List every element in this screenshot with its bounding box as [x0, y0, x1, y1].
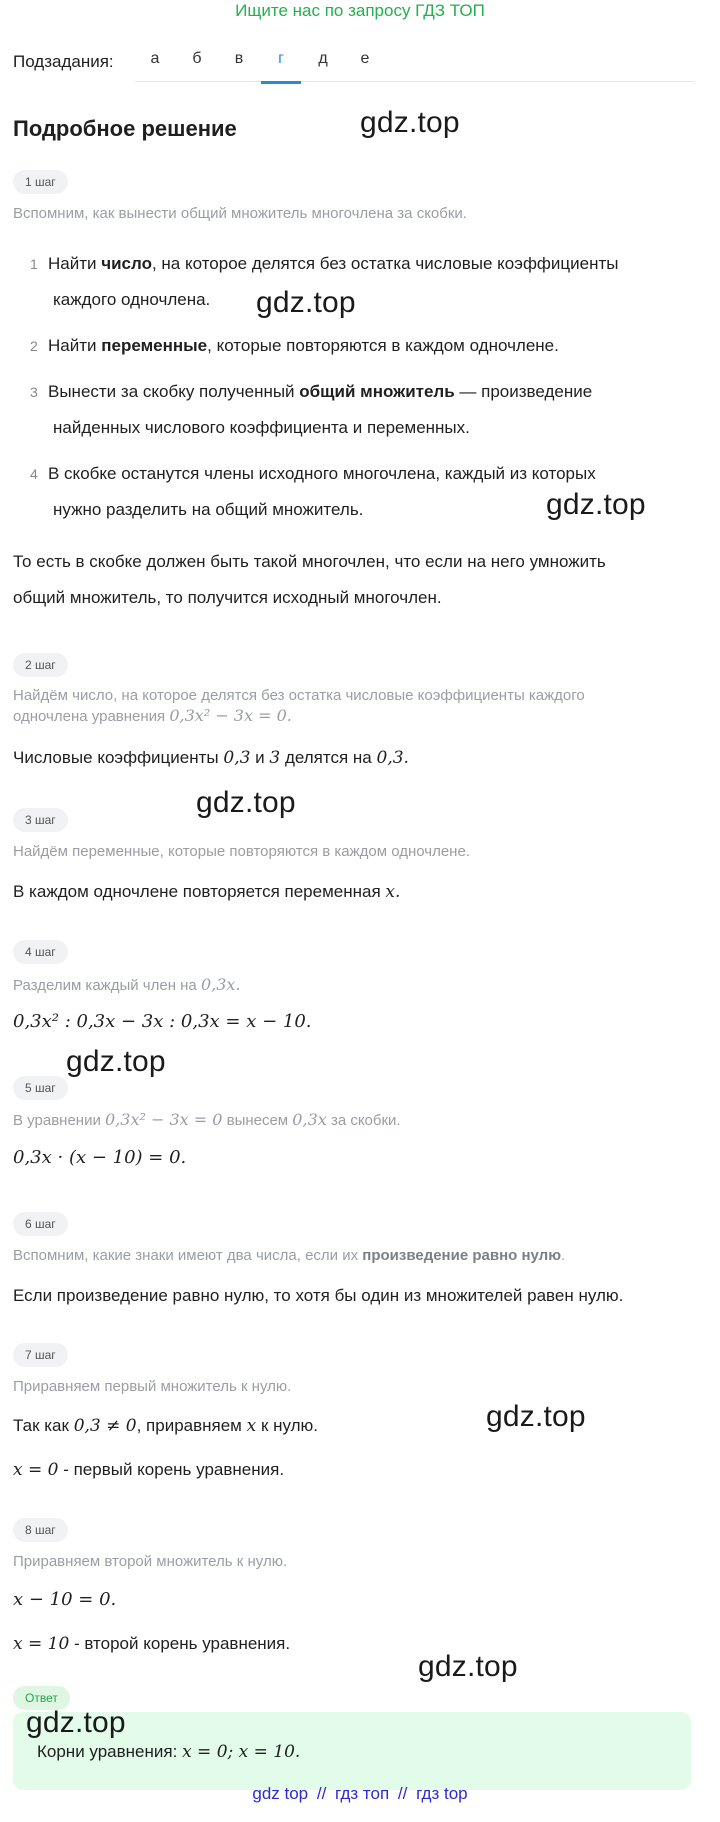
answer-text [37, 1742, 300, 1762]
math-expression: 0,3x² − 3x = 0 [105, 1110, 223, 1129]
text: , приравняем [136, 1416, 242, 1435]
tab-v[interactable]: в [234, 50, 244, 67]
footer-separator: // [316, 1784, 327, 1803]
step-4-badge: 4 шаг [13, 940, 68, 964]
list-text-part: , которые повторяются в каждом одночлене. [207, 336, 559, 355]
math-expression: x = 10 [13, 1634, 70, 1654]
list-text-part: — произведение [454, 382, 593, 401]
step-2-hint-line-2 [13, 706, 292, 727]
watermark: gdz.top [66, 1045, 166, 1078]
list-text-part: Найти [48, 336, 102, 355]
text: Числовые коэффициенты [13, 748, 219, 767]
text: Так как [13, 1416, 69, 1435]
step-3-hint: Найдём переменные, которые повторяются в каждом одночлене. [13, 843, 470, 860]
text: к нулю. [260, 1416, 319, 1435]
math-variable: x. [385, 882, 401, 902]
text: Разделим каждый член на [13, 977, 197, 994]
tab-e[interactable]: е [360, 50, 370, 67]
subtasks-nav [13, 48, 693, 82]
step-2-hint-line-1: Найдём число, на которое делятся без остатка числовые коэффициенты каждого [13, 687, 585, 704]
list-text-part: , на которое делятся без остатка числовые коэффициенты [151, 254, 619, 273]
list-text-cont: каждого одночлена. [53, 290, 211, 309]
answer-badge: Ответ [13, 1686, 70, 1710]
list-text-part: Найти [48, 254, 102, 273]
text: - второй корень уравнения. [74, 1634, 291, 1653]
footer-links [0, 1784, 720, 1804]
watermark: gdz.top [196, 786, 296, 819]
list-number: 1 [30, 256, 38, 272]
step-7-root [13, 1452, 284, 1488]
list-text-bold: общий множитель [299, 382, 455, 401]
watermark: gdz.top [360, 106, 460, 139]
step-7-body [13, 1408, 318, 1444]
watermark: gdz.top [26, 1706, 126, 1739]
step-7-badge: 7 шаг [13, 1343, 68, 1367]
watermark: gdz.top [546, 488, 646, 521]
step-8-root [13, 1626, 290, 1662]
footer-link[interactable]: гдз топ [335, 1784, 390, 1803]
step-2-hint-equation: 0,3x² − 3x = 0. [169, 706, 292, 725]
step-2-body [13, 740, 409, 776]
math-value: 3 [269, 748, 281, 768]
list-text [48, 328, 696, 364]
tab-g[interactable]: г [261, 50, 301, 84]
list-text-cont: нужно разделить на общий множитель. [53, 500, 364, 519]
step-2-hint-text: одночлена уравнения [13, 708, 166, 725]
step-8-hint: Приравняем второй множитель к нулю. [13, 1553, 288, 1570]
watermark: gdz.top [418, 1650, 518, 1683]
footer-separator: // [397, 1784, 408, 1803]
list-text [48, 374, 696, 446]
math-value: 0,3. [376, 748, 409, 768]
text: Вспомним, какие знаки имеют два числа, если их [13, 1247, 363, 1264]
text: В уравнении [13, 1112, 101, 1129]
math-value: 0,3 [223, 748, 251, 768]
step-6-body: Если произведение равно нулю, то хотя бы один из множителей равен нулю. [13, 1286, 624, 1305]
step-7-hint: Приравняем первый множитель к нулю. [13, 1378, 292, 1395]
step-3-body [13, 874, 400, 910]
step-1-summary-line-1: То есть в скобке должен быть такой многочлен, что если на него умножить [13, 552, 606, 571]
text: делятся на [284, 748, 372, 767]
math-expression: 0,3x. [200, 975, 241, 994]
step-6-badge: 6 шаг [13, 1212, 68, 1236]
step-5-equation: 0,3x · (x − 10) = 0. [13, 1147, 187, 1168]
subtask-tabs [135, 48, 695, 82]
step-4-hint [13, 975, 241, 996]
math-variable: x [246, 1416, 257, 1436]
text: В каждом одночлене повторяется переменная [13, 882, 381, 901]
list-text-bold: переменные [101, 336, 208, 355]
text: за скобки. [330, 1112, 401, 1129]
math-expression: x = 0 [13, 1460, 59, 1480]
footer-link[interactable]: gdz top [252, 1784, 309, 1803]
step-6-hint [13, 1246, 565, 1266]
step-8-equation: x − 10 = 0. [13, 1589, 117, 1610]
math-expression: 0,3 ≠ 0 [73, 1416, 137, 1436]
math-expression: x = 0; x = 10. [182, 1742, 301, 1762]
watermark: gdz.top [256, 286, 356, 319]
text: и [255, 748, 265, 767]
step-1-summary-line-2: общий множитель, то получится исходный многочлен. [13, 588, 442, 607]
bold-text: произведение равно нулю [362, 1247, 562, 1264]
math-expression: 0,3x [292, 1110, 327, 1129]
search-banner: Ищите нас по запросу ГДЗ ТОП [235, 1, 485, 20]
list-number: 3 [30, 384, 38, 400]
step-2-badge: 2 шаг [13, 653, 68, 677]
list-number: 4 [30, 466, 38, 482]
list-text-bold: число [101, 254, 152, 273]
subtasks-label: Подзадания: [13, 52, 114, 71]
list-number: 2 [30, 338, 38, 354]
watermark: gdz.top [486, 1400, 586, 1433]
page-title: Подробное решение [13, 116, 237, 141]
step-5-hint [13, 1110, 401, 1131]
text: - первый корень уравнения. [63, 1460, 285, 1479]
list-text [48, 246, 696, 318]
step-5-badge: 5 шаг [13, 1076, 68, 1100]
list-item [26, 246, 696, 318]
list-item [26, 374, 696, 446]
step-3-badge: 3 шаг [13, 808, 68, 832]
tab-b[interactable]: б [192, 50, 202, 67]
list-item [26, 328, 696, 364]
tab-d[interactable]: д [318, 50, 328, 67]
step-8-badge: 8 шаг [13, 1518, 68, 1542]
list-text-cont: найденных числового коэффициента и переменных. [53, 418, 470, 437]
list-text-part: Вынести за скобку полученный [48, 382, 300, 401]
tab-a[interactable]: а [150, 50, 160, 67]
text: Корни уравнения: [37, 1742, 178, 1761]
step-4-equation: 0,3x² : 0,3x − 3x : 0,3x = x − 10. [13, 1011, 312, 1032]
list-text-part: В скобке останутся члены исходного многочлена, каждый из которых [48, 464, 596, 483]
text: . [561, 1247, 566, 1264]
text: вынесем [226, 1112, 289, 1129]
step-1-badge: 1 шаг [13, 170, 68, 194]
footer-link[interactable]: гдз top [416, 1784, 468, 1803]
step-1-hint: Вспомним, как вынести общий множитель многочлена за скобки. [13, 205, 467, 222]
